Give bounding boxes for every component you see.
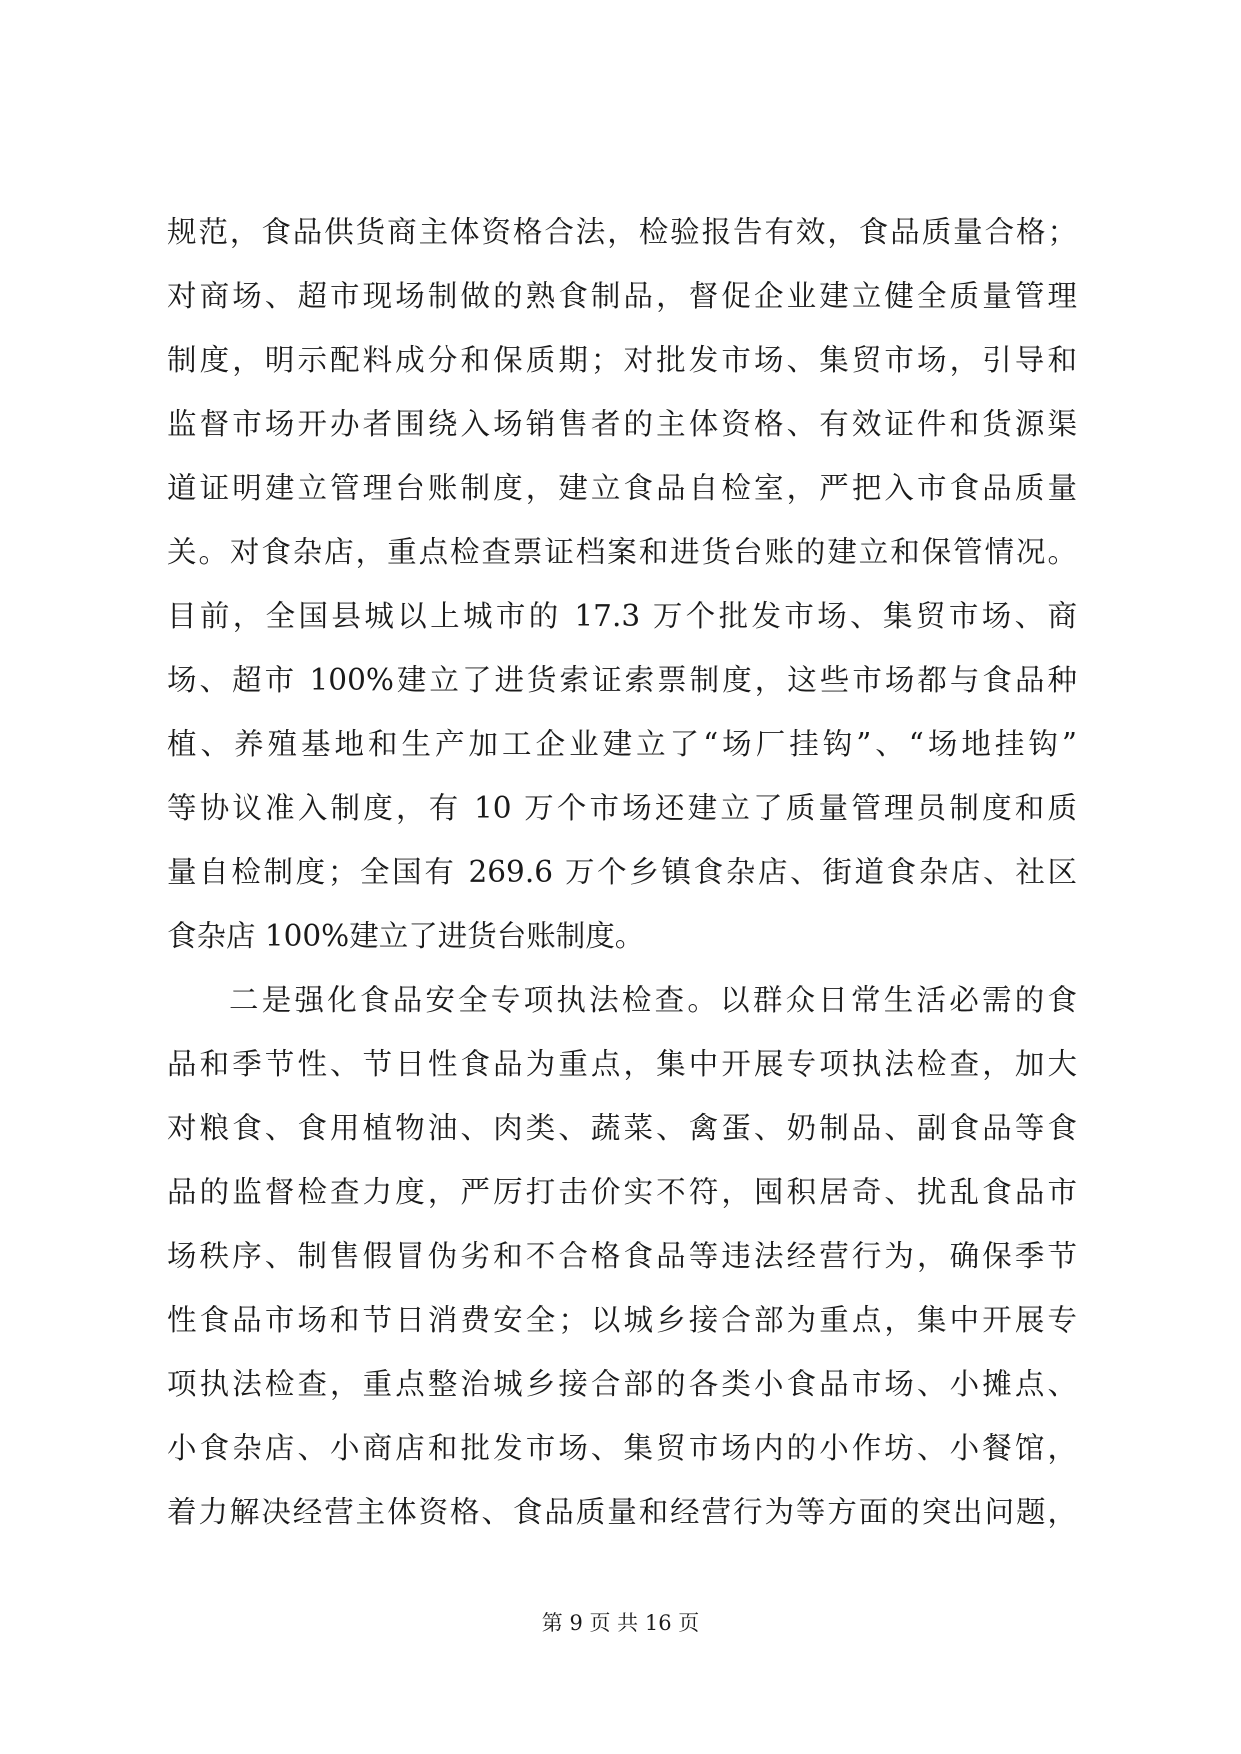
text-line: 目前，全国县城以上城市的 17.3 万个批发市场、集贸市场、商 [167, 599, 1077, 633]
paragraph [167, 200, 1077, 968]
text-line: 着力解决经营主体资格、食品质量和经营行为等方面的突出问题， [167, 1495, 1077, 1529]
text-line: 关。对食杂店，重点检查票证档案和进货台账的建立和保管情况。 [167, 535, 1077, 569]
text-line: 小食杂店、小商店和批发市场、集贸市场内的小作坊、小餐馆， [167, 1431, 1077, 1465]
text-line: 植、养殖基地和生产加工企业建立了“场厂挂钩”、“场地挂钩” [167, 727, 1077, 761]
text-line: 等协议准入制度，有 10 万个市场还建立了质量管理员制度和质 [167, 791, 1077, 825]
text-line: 项执法检查，重点整治城乡接合部的各类小食品市场、小摊点、 [167, 1367, 1077, 1401]
text-line: 制度，明示配料成分和保质期；对批发市场、集贸市场，引导和 [167, 343, 1077, 377]
page-footer: 第 9 页 共 16 页 [541, 1611, 700, 1635]
text-line: 规范，食品供货商主体资格合法，检验报告有效，食品质量合格； [167, 215, 1077, 249]
text-line: 场秩序、制售假冒伪劣和不合格食品等违法经营行为，确保季节 [167, 1239, 1077, 1273]
text-line: 对商场、超市现场制做的熟食制品，督促企业建立健全质量管理 [167, 279, 1077, 313]
text-line: 场、超市 100%建立了进货索证索票制度，这些市场都与食品种 [167, 663, 1077, 697]
paragraph [167, 968, 1077, 1544]
text-line: 对粮食、食用植物油、肉类、蔬菜、禽蛋、奶制品、副食品等食 [167, 1111, 1077, 1145]
document-body [167, 200, 1077, 1544]
text-line: 性食品市场和节日消费安全；以城乡接合部为重点，集中开展专 [167, 1303, 1077, 1337]
text-line: 品的监督检查力度，严厉打击价实不符，囤积居奇、扰乱食品市 [167, 1175, 1077, 1209]
text-line: 食杂店 100%建立了进货台账制度。 [167, 919, 645, 953]
text-line: 品和季节性、节日性食品为重点，集中开展专项执法检查，加大 [167, 1047, 1077, 1081]
text-line: 监督市场开办者围绕入场销售者的主体资格、有效证件和货源渠 [167, 407, 1077, 441]
text-line: 二是强化食品安全专项执法检查。以群众日常生活必需的食 [229, 983, 1077, 1017]
text-line: 道证明建立管理台账制度，建立食品自检室，严把入市食品质量 [167, 471, 1077, 505]
text-line: 量自检制度；全国有 269.6 万个乡镇食杂店、街道食杂店、社区 [167, 855, 1077, 889]
